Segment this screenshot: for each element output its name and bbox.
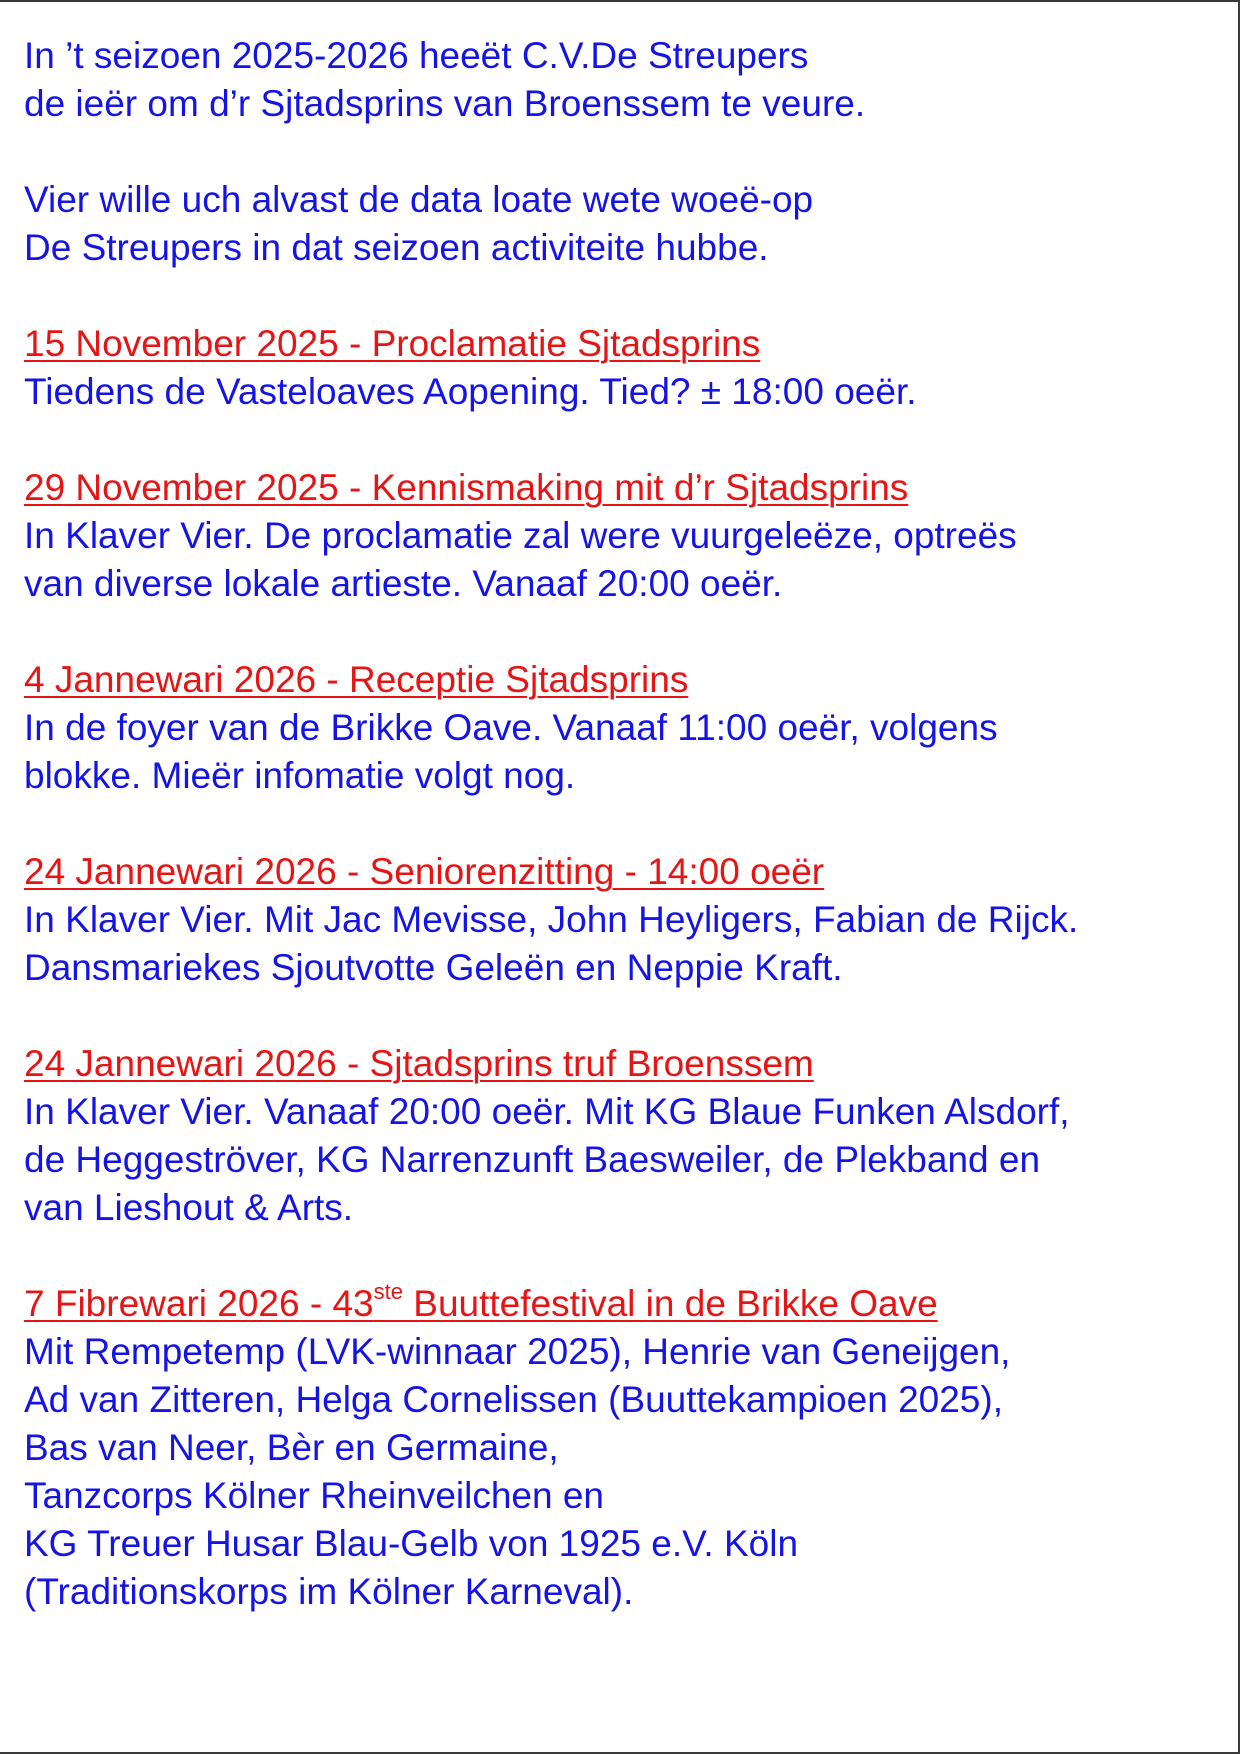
event-detail: In Klaver Vier. Vanaaf 20:00 oeër. Mit KG Blaue Funken Alsdorf,	[24, 1091, 1070, 1132]
event-detail: van Lieshout & Arts.	[24, 1187, 354, 1228]
event-detail: de Heggeströver, KG Narrenzunft Baesweiler, de Plekband en	[24, 1139, 1041, 1180]
intro-paragraph-1	[24, 32, 1224, 128]
intro-line: Vier wille uch alvast de data loate wete woeë-op	[24, 179, 814, 220]
event-title: 29 November 2025 - Kennismaking mit d’r Sjtadsprins	[24, 467, 909, 508]
intro-line: In ’t seizoen 2025-2026 heeët C.V.De Streupers	[24, 35, 809, 76]
event-detail: Tiedens de Vasteloaves Aopening. Tied? ± 18:00 oeër.	[24, 371, 917, 412]
event-detail: Bas van Neer, Bèr en Germaine,	[24, 1427, 559, 1468]
event-block	[24, 1040, 1224, 1232]
intro-line: de ieër om d’r Sjtadsprins van Broenssem te veure.	[24, 83, 866, 124]
event-block	[24, 464, 1224, 608]
event-detail: van diverse lokale artieste. Vanaaf 20:00 oeër.	[24, 563, 783, 604]
event-title: 15 November 2025 - Proclamatie Sjtadsprins	[24, 323, 761, 364]
event-detail: KG Treuer Husar Blau-Gelb von 1925 e.V. Köln	[24, 1523, 799, 1564]
event-detail: In Klaver Vier. De proclamatie zal were vuurgeleëze, optreës	[24, 515, 1017, 556]
intro-line: De Streupers in dat seizoen activiteite hubbe.	[24, 227, 769, 268]
event-detail: blokke. Mieër infomatie volgt nog.	[24, 755, 576, 796]
event-detail: Dansmariekes Sjoutvotte Geleën en Neppie Kraft.	[24, 947, 843, 988]
event-block	[24, 320, 1224, 416]
event-block	[24, 1280, 1224, 1616]
event-detail: (Traditionskorps im Kölner Karneval).	[24, 1571, 634, 1612]
event-detail: Mit Rempetemp (LVK-winnaar 2025), Henrie van Geneijgen,	[24, 1331, 1011, 1372]
event-title: 24 Jannewari 2026 - Sjtadsprins truf Broenssem	[24, 1043, 814, 1084]
event-title-prefix: 7 Fibrewari 2026 - 43	[24, 1283, 374, 1324]
event-detail: Ad van Zitteren, Helga Cornelissen (Buuttekampioen 2025),	[24, 1379, 1003, 1420]
event-block	[24, 656, 1224, 800]
event-title: 24 Jannewari 2026 - Seniorenzitting - 14:00 oeër	[24, 851, 825, 892]
event-title-suffix: Buuttefestival in de Brikke Oave	[402, 1283, 938, 1324]
event-detail: In de foyer van de Brikke Oave. Vanaaf 11:00 oeër, volgens	[24, 707, 998, 748]
event-detail: Tanzcorps Kölner Rheinveilchen en	[24, 1475, 605, 1516]
intro-paragraph-2	[24, 176, 1224, 272]
event-title	[24, 1280, 1224, 1328]
event-block	[24, 848, 1224, 992]
flyer-content	[24, 32, 1224, 1616]
event-title-superscript: ste	[373, 1278, 403, 1304]
event-detail: In Klaver Vier. Mit Jac Mevisse, John Heyligers, Fabian de Rijck.	[24, 899, 1079, 940]
event-title: 4 Jannewari 2026 - Receptie Sjtadsprins	[24, 659, 689, 700]
